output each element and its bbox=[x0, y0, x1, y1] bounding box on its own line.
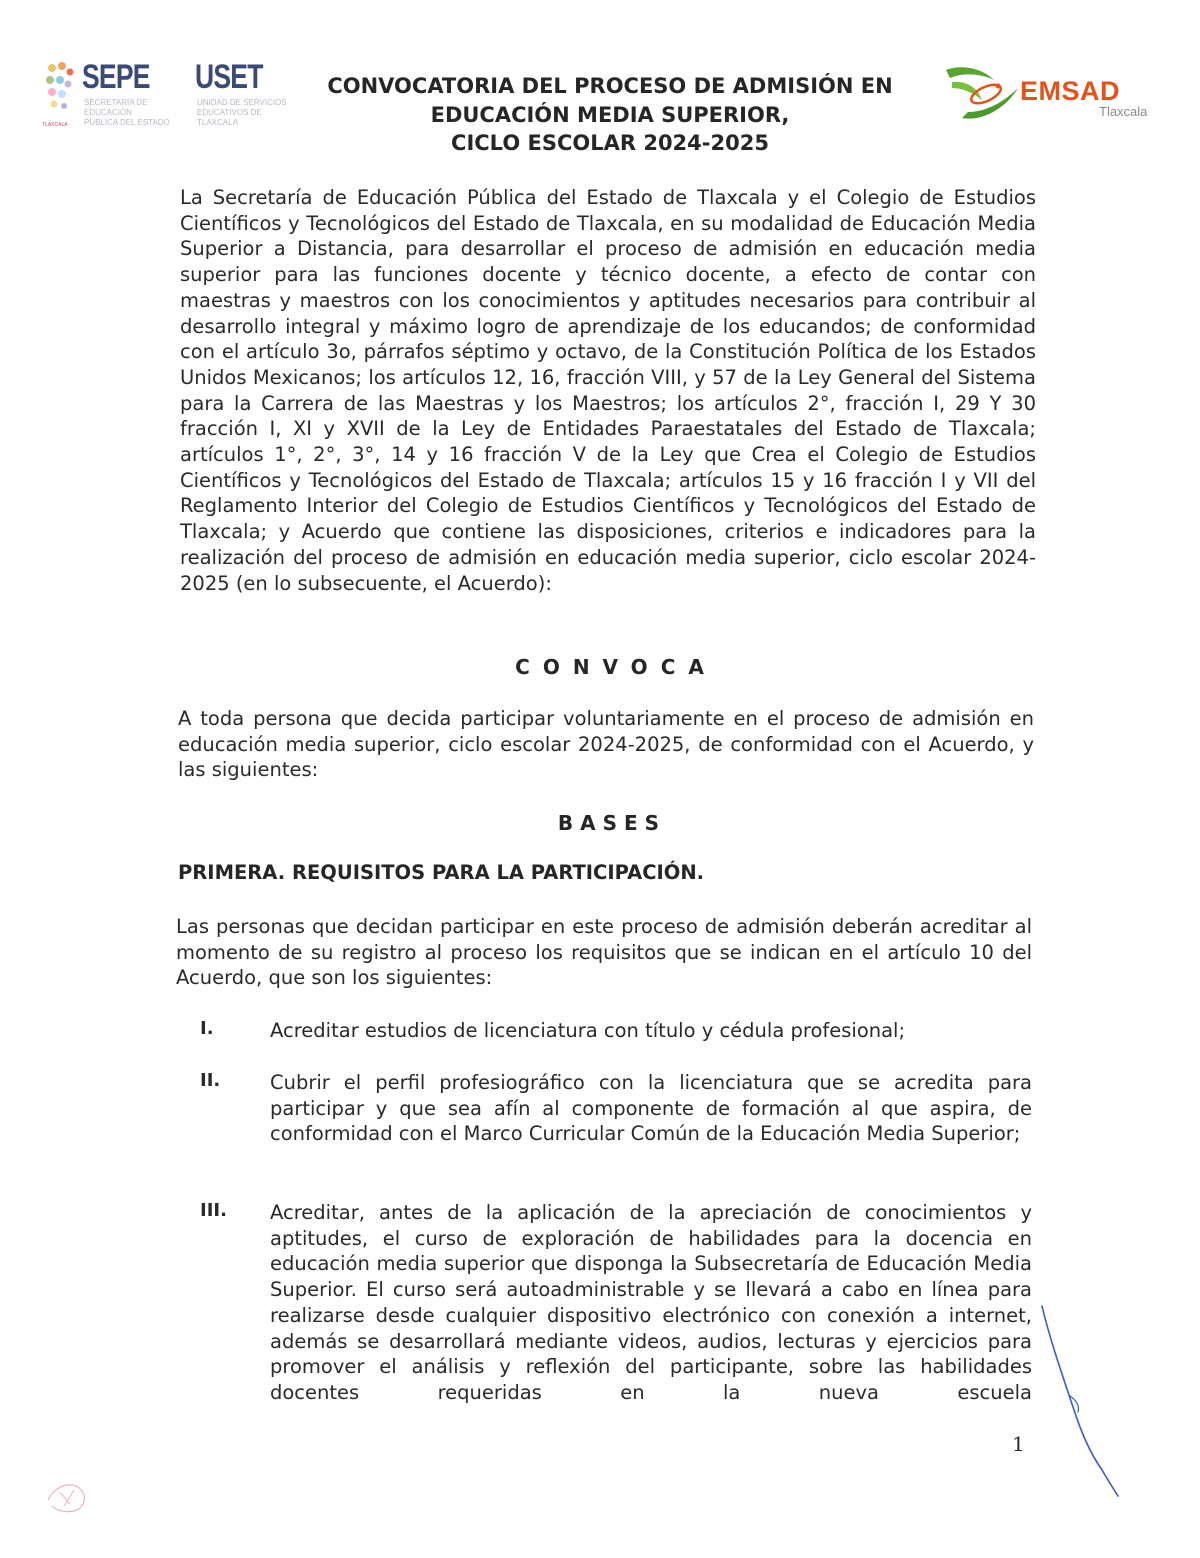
document-title bbox=[300, 72, 920, 158]
page-number: 1 bbox=[1012, 1432, 1025, 1456]
emsad-wordmark: EMSAD bbox=[1020, 76, 1121, 106]
bases-heading: BASES bbox=[557, 811, 667, 835]
convoca-paragraph: A toda persona que decida participar voluntariamente en el proceso de admisión en educación media superior, ciclo escolar 2024-2025, de conformidad con el Acuerdo, y las siguientes: bbox=[178, 707, 1034, 782]
convoca-heading: CONVOCA bbox=[515, 655, 717, 679]
sepe-footer: TLAXCALA bbox=[42, 122, 68, 128]
emsad-logo bbox=[942, 62, 1162, 128]
sepe-logo bbox=[42, 58, 182, 128]
sepe-subtitle: SECRETARÍA DE EDUCACIÓN PÚBLICA DEL ESTADO bbox=[84, 98, 170, 127]
requirement-text: Acreditar, antes de la aplicación de la apreciación de conocimientos y aptitudes, el curso de exploración de habilidades para la docencia en educación media superior que disponga la Subsecretaría de Educación Media Superior. El curso será autoadministrable y se llevará a cabo en línea para realizarse desde cualquier dispositivo electrónico con conexión a internet, además se desarrollará mediante videos, audios, lecturas y ejercicios para promover el análisis y reflexión del participante, sobre las habilidades docentes requeridas en la nueva escuela bbox=[270, 1201, 1032, 1404]
requirement-numeral: I. bbox=[200, 1018, 214, 1039]
signature-icon bbox=[1030, 1300, 1130, 1500]
requirement-numeral: III. bbox=[200, 1200, 227, 1221]
stamp-icon bbox=[40, 1470, 100, 1520]
section-title-primera: PRIMERA. REQUISITOS PARA LA PARTICIPACIÓN. bbox=[178, 861, 705, 884]
requirement-numeral: II. bbox=[200, 1070, 221, 1091]
uset-logo bbox=[195, 58, 305, 128]
requirement-text: Cubrir el perfil profesiográfico con la licenciatura que se acredita para participar y que sea afín al componente de formación al que aspira, de conformidad con el Marco Curricular Común de la Educación Media Superior; bbox=[270, 1071, 1032, 1146]
title-line-2: EDUCACIÓN MEDIA SUPERIOR, bbox=[430, 102, 790, 127]
emsad-place: Tlaxcala bbox=[1099, 104, 1148, 119]
requirement-item bbox=[200, 1200, 1032, 1415]
emsad-swoosh-icon bbox=[942, 62, 1024, 124]
requirement-item bbox=[200, 1070, 1032, 1174]
requisitos-paragraph: Las personas que decidan participar en este proceso de admisión deberán acreditar al momento de su registro al proceso los requisitos que se indican en el artículo 10 del Acuerdo, que son los siguientes: bbox=[176, 915, 1032, 990]
intro-paragraph: La Secretaría de Educación Pública del Estado de Tlaxcala y el Colegio de Estudios Científicos y Tecnológicos del Estado de Tlaxcala, en su modalidad de Educación Media Superior a Distancia, para desarrollar el proceso de admisión en educación media superior para las funciones docente y técnico docente, a efecto de contar con maestras y maestros con los conocimientos y aptitudes necesarios para contribuir al desarrollo integral y máximo logro de aprendizaje de los educandos; de conformidad con el artículo 3o, párrafos séptimo y octavo, de la Constitución Política de los Estados Unidos Mexicanos; los artículos 12, 16, fracción VIII, y 57 de la Ley General del Sistema para la Carrera de las Maestras y los Maestros; los artículos 2°, fracción I, 29 Y 30 fracción I, XI y XVII de la Ley de Entidades Paraestatales del Estado de Tlaxcala; artículos 1°, 2°, 3°, 14 y 16 fracción V de la Ley que Crea el Colegio de Estudios Científicos y Tecnológicos del Estado de Tlaxcala; artículos 15 y 16 fracción I y VII del Reglamento Interior del Colegio de Estudios Científicos y Tecnológicos del Estado de Tlaxcala; y Acuerdo que contiene las disposiciones, criterios e indicadores para la realización del proceso de admisión en educación media superior, ciclo escolar 2024-2025 (en lo subsecuente, el Acuerdo): bbox=[180, 186, 1036, 595]
requirement-text: Acreditar estudios de licenciatura con título y cédula profesional; bbox=[270, 1019, 906, 1042]
uset-subtitle: UNIDAD DE SERVICIOS EDUCATIVOS DE TLAXCALA bbox=[197, 98, 287, 127]
uset-wordmark: USET bbox=[195, 58, 263, 96]
sepe-wordmark: SEPE bbox=[82, 58, 150, 96]
title-line-3: CICLO ESCOLAR 2024-2025 bbox=[451, 131, 769, 155]
requirement-item bbox=[200, 1018, 1032, 1048]
title-line-1: CONVOCATORIA DEL PROCESO DE ADMISIÓN EN bbox=[327, 74, 893, 98]
sepe-emblem-icon bbox=[42, 58, 76, 124]
